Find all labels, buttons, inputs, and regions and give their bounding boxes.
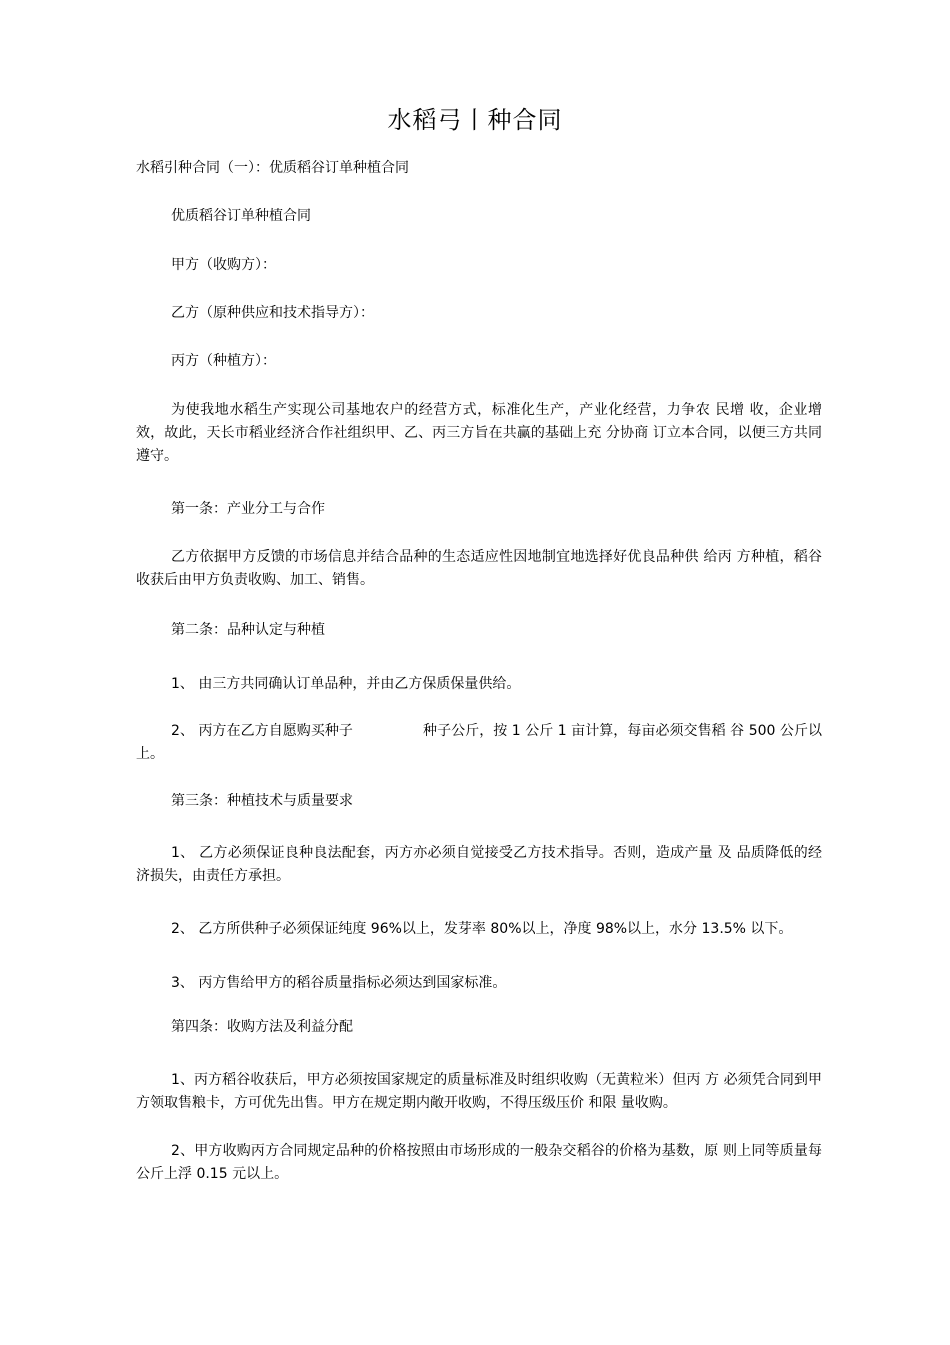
article-4-item-1: 1、丙方稻谷收获后，甲方必须按国家规定的质量标准及时组织收购（无黄粒米）但丙 方 必须凭合同到甲方领取售粮卡，方可优先出售。甲方在规定期内敞开收购，不得压级压价 和限 量收购。 (136, 1072, 822, 1111)
article-3-item-1: 1、 乙方必须保证良种良法配套，丙方亦必须自觉接受乙方技术指导。否则，造成产量 及 品质降低的经济损失，由责任方承担。 (136, 845, 822, 884)
article-2-item-2 (136, 720, 822, 766)
party-b-line: 乙方（原种供应和技术指导方）： (171, 305, 374, 321)
preamble-paragraph: 为使我地水稻生产实现公司基地农户的经营方式，标准化生产，产业化经营，力争农 民增 收，企业增效，故此，天长市稻业经济合作社组织甲、乙、丙三方旨在共赢的基础上充 分协商 订立本合同，以便三方共同遵守。 (136, 402, 822, 464)
article-1-text: 乙方依据甲方反馈的市场信息并结合品种的生态适应性因地制宜地选择好优良品种供 给丙 方种植，稻谷收获后由甲方负责收购、加工、销售。 (136, 549, 822, 588)
contract-heading: 优质稻谷订单种植合同 (171, 208, 311, 224)
article-1-title: 第一条：产业分工与合作 (171, 501, 325, 517)
article-2-item-2-part-2: 种子公斤，按 1 公斤 1 亩计算，每亩必须交售稻 谷 500 公斤以上。 (136, 723, 823, 762)
article-2-item-2-part-1: 2、 丙方在乙方自愿购买种子 (171, 723, 353, 739)
article-3-item-3: 3、 丙方售给甲方的稻谷质量指标必须达到国家标准。 (171, 975, 507, 991)
article-4-item-2: 2、甲方收购丙方合同规定品种的价格按照由市场形成的一般杂交稻谷的价格为基数，原 则上同等质量每公斤上浮 0.15 元以上。 (136, 1143, 822, 1182)
document-title: 水稻弓丨种合同 (387, 106, 563, 134)
document-subtitle: 水稻引种合同（一）：优质稻谷订单种植合同 (136, 160, 409, 176)
party-c-line: 丙方（种植方）： (171, 353, 276, 369)
article-2-title: 第二条：品种认定与种植 (171, 622, 325, 638)
article-3-item-2: 2、 乙方所供种子必须保证纯度 96%以上，发芽率 80%以上，净度 98%以上，水分 13.5% 以下。 (171, 921, 793, 937)
party-a-line: 甲方（收购方）： (171, 257, 276, 273)
article-4-title: 第四条：收购方法及利益分配 (171, 1019, 353, 1035)
article-2-item-1: 1、 由三方共同确认订单品种，并由乙方保质保量供给。 (171, 676, 521, 692)
article-3-title: 第三条：种植技术与质量要求 (171, 793, 353, 809)
